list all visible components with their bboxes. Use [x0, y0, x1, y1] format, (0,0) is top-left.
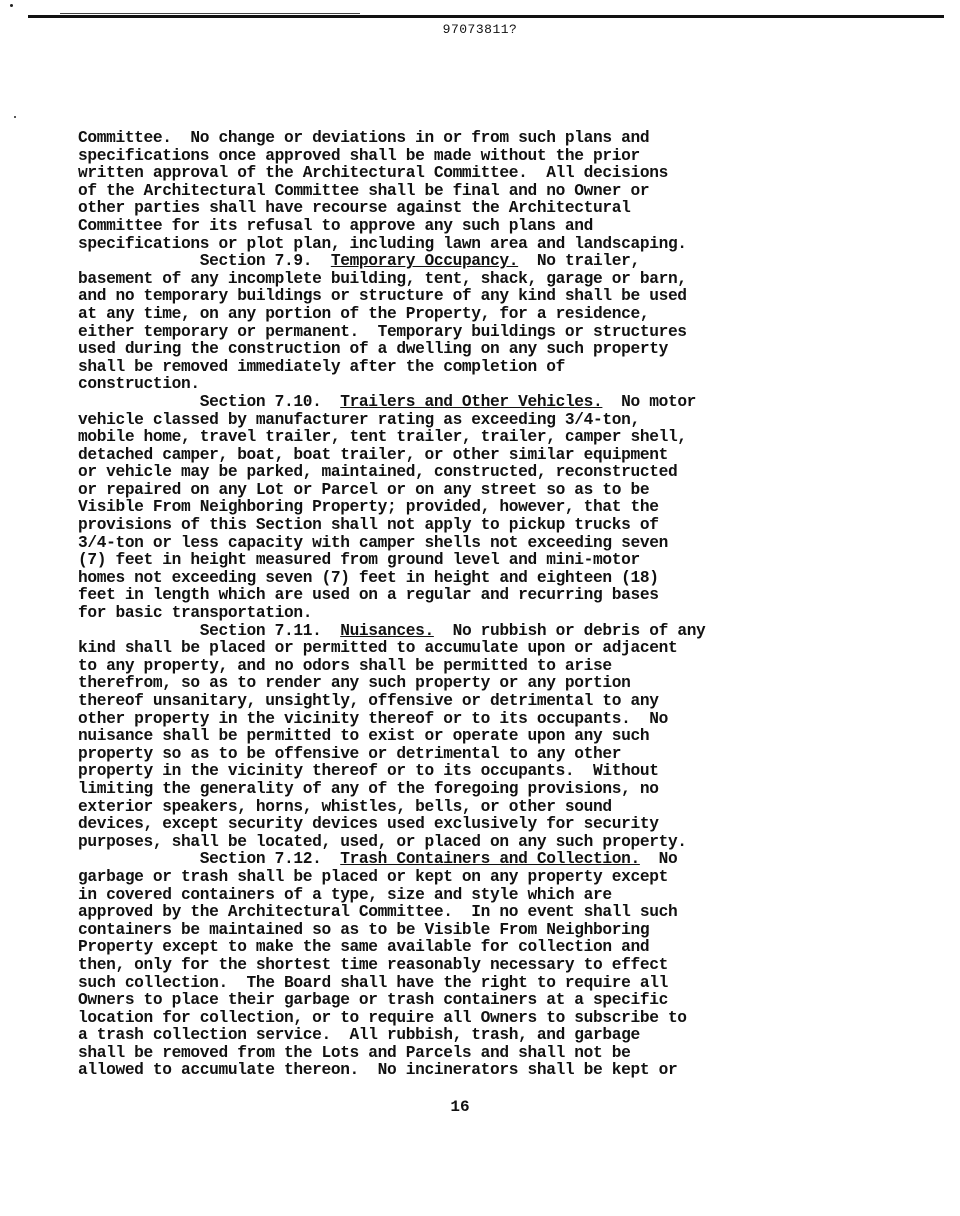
text-segment: Committee. No change or deviations in or from such plans and [78, 129, 650, 147]
text-line [78, 130, 838, 148]
text-segment: or repaired on any Lot or Parcel or on any street so as to be [78, 480, 650, 499]
text-segment: such collection. The Board shall have the right to require all [78, 973, 668, 992]
text-segment: approved by the Architectural Committee. In no event shall such [78, 903, 678, 922]
text-segment: used during the construction of a dwelling on any such property [78, 340, 668, 359]
text-line [78, 1010, 838, 1028]
text-segment: allowed to accumulate thereon. No incinerators shall be kept or [78, 1061, 678, 1080]
text-segment: kind shall be placed or permitted to accumulate upon or adjacent [78, 639, 678, 658]
text-segment: (7) feet in height measured from ground level and mini-motor [78, 551, 640, 570]
text-segment: for basic transportation. [78, 604, 313, 623]
document-body [78, 130, 838, 1080]
text-line [78, 376, 838, 394]
text-line [78, 587, 838, 605]
text-line [78, 904, 838, 922]
text-line [78, 781, 838, 799]
text-segment: Committee for its refusal to approve any such plans and [78, 216, 594, 235]
document-number: 97073811? [442, 22, 518, 37]
text-segment: 3/4-ton or less capacity with camper shells not exceeding seven [78, 533, 668, 552]
text-segment: to any property, and no odors shall be permitted to arise [78, 656, 612, 675]
text-line [78, 165, 838, 183]
text-segment: and no temporary buildings or structure of any kind shall be used [78, 287, 687, 306]
text-line [78, 939, 838, 957]
text-line [78, 218, 838, 236]
text-line [78, 288, 838, 306]
text-segment: location for collection, or to require all Owners to subscribe to [78, 1008, 687, 1027]
text-segment: nuisance shall be permitted to exist or operate upon any such [78, 727, 650, 746]
text-segment: written approval of the Architectural Committee. All decisions [78, 164, 668, 183]
text-segment: purposes, shall be located, used, or placed on any such property. [78, 832, 687, 851]
text-line [78, 271, 838, 289]
text-line [78, 623, 838, 641]
text-segment: shall be removed immediately after the completion of [78, 357, 565, 376]
text-line [78, 1045, 838, 1063]
text-line [78, 693, 838, 711]
text-line [78, 324, 838, 342]
text-segment: feet in length which are used on a regular and recurring bases [78, 586, 659, 605]
header-rule [28, 15, 944, 18]
text-line [78, 711, 838, 729]
text-segment: containers be maintained so as to be Visible From Neighboring [78, 920, 650, 939]
text-line [78, 851, 838, 869]
text-segment: detached camper, boat, boat trailer, or other similar equipment [78, 445, 668, 464]
text-line [78, 183, 838, 201]
text-line [78, 675, 838, 693]
text-line [78, 341, 838, 359]
text-segment: or vehicle may be parked, maintained, constructed, reconstructed [78, 463, 678, 482]
text-line [78, 728, 838, 746]
text-line [78, 816, 838, 834]
text-line [78, 957, 838, 975]
text-line [78, 236, 838, 254]
text-line [78, 1027, 838, 1045]
text-segment: then, only for the shortest time reasonably necessary to effect [78, 955, 668, 974]
section-heading: Nuisances. [340, 621, 434, 640]
text-segment: garbage or trash shall be placed or kept on any property except [78, 867, 668, 886]
text-segment: limiting the generality of any of the foregoing provisions, no [78, 779, 659, 798]
text-line [78, 640, 838, 658]
text-line [78, 552, 838, 570]
section-heading: Temporary Occupancy. [330, 252, 519, 271]
text-segment: specifications once approved shall be made without the prior [78, 146, 640, 165]
text-segment: property in the vicinity thereof or to its occupants. Without [78, 762, 659, 781]
text-line [78, 535, 838, 553]
text-line [78, 869, 838, 887]
text-line [78, 148, 838, 166]
text-segment: Visible From Neighboring Property; provided, however, that the [78, 498, 659, 517]
text-segment: property so as to be offensive or detrimental to any other [78, 744, 622, 763]
text-segment: provisions of this Section shall not apply to pickup trucks of [78, 516, 659, 535]
text-segment: a trash collection service. All rubbish, trash, and garbage [78, 1026, 640, 1045]
text-line [78, 499, 838, 517]
text-line [78, 570, 838, 588]
text-line [78, 482, 838, 500]
text-line [78, 975, 838, 993]
text-segment: thereof unsanitary, unsightly, offensive or detrimental to any [78, 692, 659, 710]
text-segment: devices, except security devices used exclusively for security [78, 815, 659, 834]
text-line [78, 922, 838, 940]
text-segment: other property in the vicinity thereof or to its occupants. No [78, 709, 668, 728]
text-segment: specifications or plot plan, including lawn area and landscaping. [78, 234, 687, 253]
text-segment: Section 7.9. [78, 252, 331, 271]
text-segment: of the Architectural Committee shall be final and no Owner or [78, 181, 650, 200]
text-segment: construction. [78, 375, 200, 394]
text-line [78, 200, 838, 218]
text-segment: shall be removed from the Lots and Parcels and shall not be [78, 1043, 631, 1062]
text-segment: Section 7.12. [78, 850, 341, 869]
text-segment: at any time, on any portion of the Property, for a residence, [78, 304, 650, 323]
text-segment: No rubbish or debris of any [433, 621, 706, 640]
text-segment: No motor [602, 392, 697, 411]
text-segment: exterior speakers, horns, whistles, bells, or other sound [78, 797, 612, 816]
page-number: 16 [450, 1098, 470, 1116]
text-segment: homes not exceeding seven (7) feet in height and eighteen (18) [78, 568, 659, 587]
text-line [78, 799, 838, 817]
text-segment: Property except to make the same available for collection and [78, 938, 650, 957]
text-line [78, 253, 838, 271]
text-segment: other parties shall have recourse against the Architectural [78, 199, 631, 218]
text-line [78, 763, 838, 781]
text-segment: Section 7.11. [78, 621, 341, 640]
text-line [78, 746, 838, 764]
header-rule-thin [60, 13, 360, 14]
text-line [78, 412, 838, 430]
text-line [78, 429, 838, 447]
text-line [78, 605, 838, 623]
text-segment: vehicle classed by manufacturer rating as exceeding 3/4-ton, [78, 410, 640, 429]
scan-speck [14, 116, 16, 118]
scan-speck [10, 4, 13, 7]
text-line [78, 359, 838, 377]
text-line [78, 992, 838, 1010]
text-segment: therefrom, so as to render any such property or any portion [78, 674, 631, 693]
text-segment: mobile home, travel trailer, tent trailer, trailer, camper shell, [78, 428, 687, 447]
text-line [78, 834, 838, 852]
text-line [78, 517, 838, 535]
text-line [78, 887, 838, 905]
text-line [78, 306, 838, 324]
text-line [78, 658, 838, 676]
text-segment: Section 7.10. [78, 392, 341, 411]
section-heading: Trailers and Other Vehicles. [340, 392, 603, 411]
text-segment: No trailer, [518, 252, 640, 271]
text-line [78, 464, 838, 482]
text-segment: basement of any incomplete building, tent, shack, garage or barn, [78, 269, 687, 288]
text-segment: No [639, 850, 678, 869]
text-segment: in covered containers of a type, size and style which are [78, 885, 612, 904]
section-heading: Trash Containers and Collection. [340, 850, 640, 869]
text-line [78, 447, 838, 465]
text-segment: Owners to place their garbage or trash containers at a specific [78, 991, 668, 1010]
text-line [78, 394, 838, 412]
text-segment: either temporary or permanent. Temporary buildings or structures [78, 322, 687, 341]
text-line [78, 1062, 838, 1080]
